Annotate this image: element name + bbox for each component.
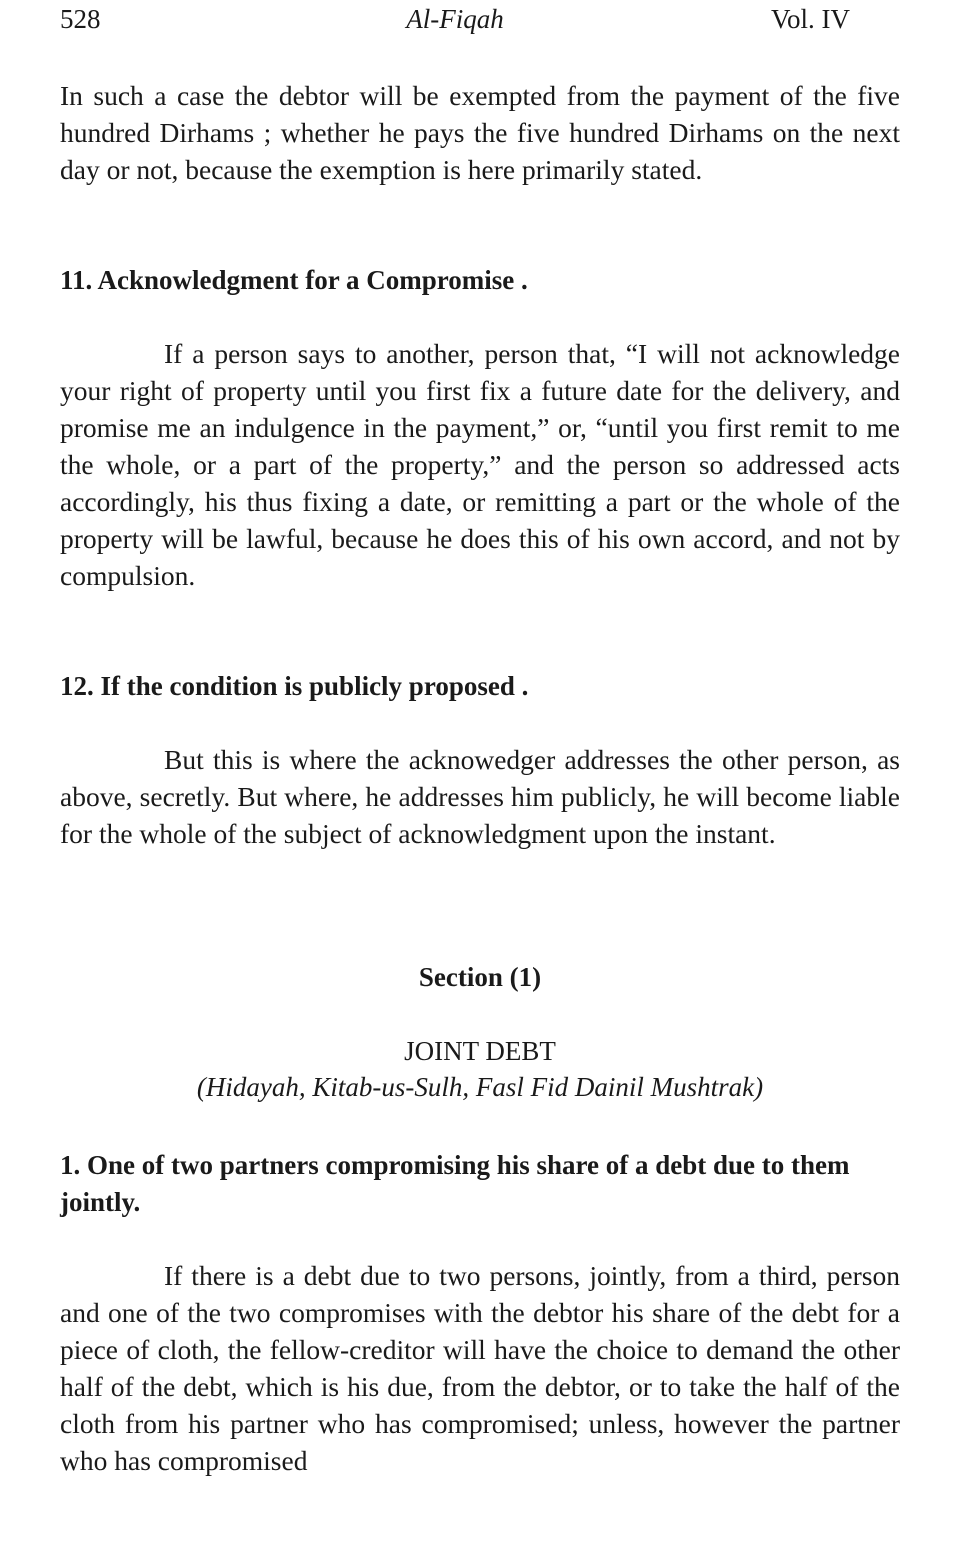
volume-label: Vol. IV bbox=[770, 4, 850, 34]
section-label: Section (1) bbox=[418, 962, 542, 992]
intro-paragraph: In such a case the debtor will be exempted from the payment of the five hundred Dirhams ; whether he pays the five hundred Dirhams on the next day or not, because the exemption is here primarily stated. bbox=[60, 80, 900, 185]
running-header bbox=[60, 4, 850, 40]
paragraph-1: If there is a debt due to two persons, jointly, from a third, person and one of the two compromises with the debtor his share of the debt for a piece of cloth, the fellow-creditor will have the choice to demand the other half of the debt, which is his due, from the debtor, or to take the half of the cloth from his partner who has compromised; unless, however the partner who has compromised bbox=[60, 1260, 900, 1476]
heading-1: 1. One of two partners compromising his share of a debt due to them jointly. bbox=[60, 1150, 850, 1217]
section-title: JOINT DEBT bbox=[404, 1036, 556, 1066]
heading-12: 12. If the condition is publicly proposed . bbox=[60, 671, 529, 701]
book-page bbox=[60, 0, 900, 1550]
book-title: Al-Fiqah bbox=[406, 4, 504, 34]
page-number: 528 bbox=[60, 4, 101, 34]
heading-11: 11. Acknowledgment for a Compromise . bbox=[60, 265, 528, 295]
section-citation: (Hidayah, Kitab-us-Sulh, Fasl Fid Dainil Mushtrak) bbox=[196, 1072, 764, 1102]
paragraph-11: If a person says to another, person that, “I will not acknowledge your right of property until you first fix a future date for the delivery, and promise me an indulgence in the payment,” or, “until you first remit to me the whole, or a part of the property,” and the person so addressed acts accordingly, his thus fixing a date, or remitting a part or the whole of the property will be lawful, because he does this of his own accord, and not by compulsion. bbox=[60, 338, 900, 591]
paragraph-12: But this is where the acknowedger addresses the other person, as above, secretly. But where, he addresses him publicly, he will become liable for the whole of the subject of acknowledgment upon the instant. bbox=[60, 744, 900, 849]
